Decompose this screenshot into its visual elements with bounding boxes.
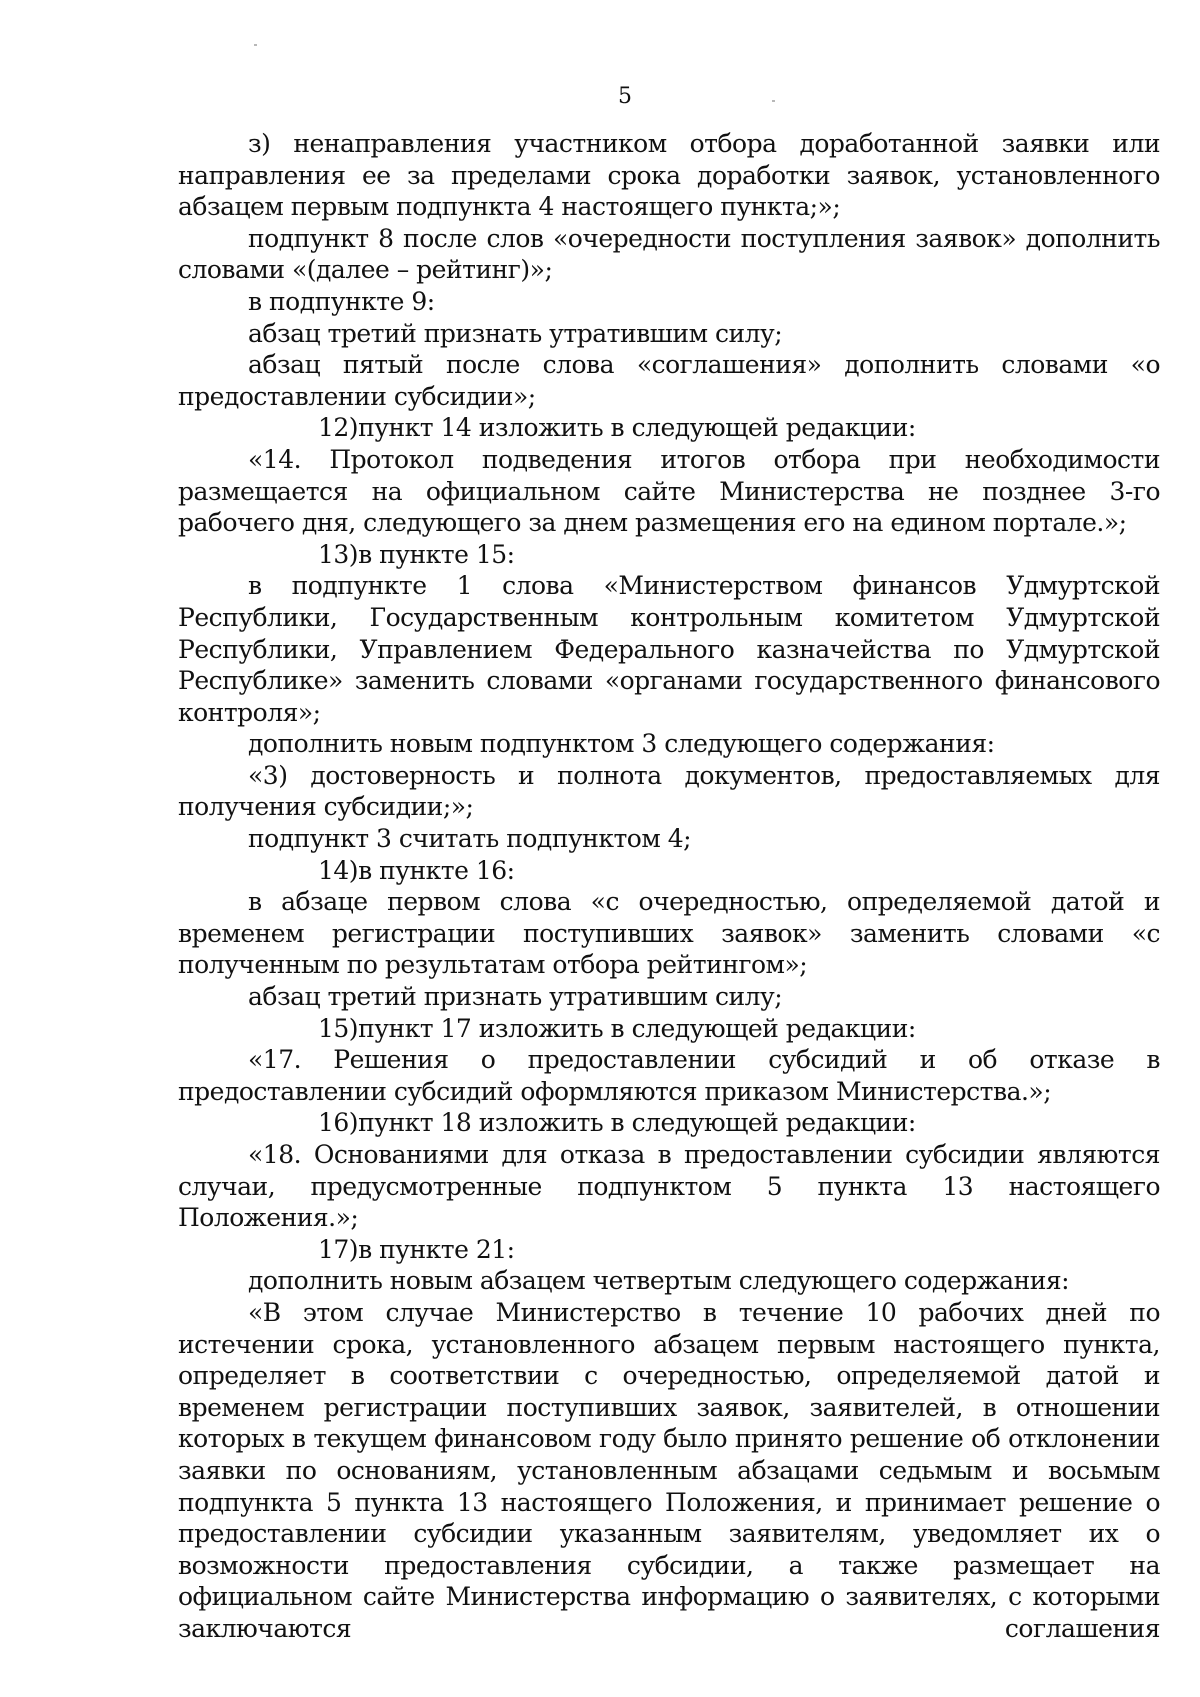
item-number: 12): [318, 413, 359, 443]
paragraph: дополнить новым подпунктом 3 следующего содержания:: [248, 729, 995, 759]
paragraph-text: пункт 14 изложить в следующей редакции:: [358, 413, 916, 443]
paragraph: абзац третий признать утратившим силу;: [248, 982, 783, 1012]
numbered-paragraph: [178, 1234, 1160, 1266]
paragraph-text: пункт 18 изложить в следующей редакции:: [358, 1108, 916, 1138]
paragraph: з) ненаправления участником отбора доработанной заявки или направления ее за пределами срока доработки заявок, установленного абзацем первым подпункта 4 настоящего пункта;»;: [178, 129, 1160, 222]
paragraph: в подпункте 9:: [248, 286, 435, 316]
paragraph-text: в пункте 15:: [358, 539, 515, 569]
paragraph-text: пункт 17 изложить в следующей редакции:: [358, 1013, 916, 1043]
numbered-paragraph: [178, 855, 1160, 887]
paragraph: «В этом случае Министерство в течение 10 рабочих дней по истечении срока, установленного абзацем первым настоящего пункта, определяет в соответствии с очередностью, определяемой датой и временем регистрации поступивших заявок, заявителей, в отношении которых в текущем финансовом году было принято решение об отклонении заявки по основаниям, установленным абзацами седьмым и восьмым подпункта 5 пункта 13 настоящего Положения, и принимает решение о предоставлении субсидии указанным заявителям, уведомляет их о возможности предоставления субсидии, а также размещает на официальном сайте Министерства информацию о заявителях, с которыми заключаются соглашения: [178, 1297, 1160, 1643]
paragraph: «18. Основаниями для отказа в предоставлении субсидии являются случаи, предусмотренные подпунктом 5 пункта 13 настоящего Положения.»;: [178, 1140, 1160, 1233]
document-body: [178, 128, 1160, 1645]
page-number: 5: [618, 84, 632, 109]
paragraph: в подпункте 1 слова «Министерством финансов Удмуртской Республики, Государственным контрольным комитетом Удмуртской Республики, Управлением Федерального казначейства по Удмуртской Республике» заменить словами «органами государственного финансового контроля»;: [178, 571, 1160, 727]
paragraph: в абзаце первом слова «с очередностью, определяемой датой и временем регистрации поступивших заявок» заменить словами «с полученным по результатам отбора рейтингом»;: [178, 887, 1160, 980]
numbered-paragraph: [178, 539, 1160, 571]
item-number: 13): [318, 539, 359, 569]
numbered-paragraph: [178, 1013, 1160, 1045]
numbered-paragraph: [178, 1107, 1160, 1139]
item-number: 15): [318, 1013, 359, 1043]
paragraph: «17. Решения о предоставлении субсидий и об отказе в предоставлении субсидий оформляются приказом Министерства.»;: [178, 1045, 1160, 1106]
paragraph-text: в пункте 16:: [358, 855, 515, 885]
scan-speck: [254, 44, 257, 46]
paragraph-text: в пункте 21:: [358, 1234, 515, 1264]
item-number: 17): [318, 1234, 359, 1264]
paragraph: подпункт 8 после слов «очередности поступления заявок» дополнить словами «(далее – рейтинг)»;: [178, 223, 1160, 285]
paragraph: подпункт 3 считать подпунктом 4;: [248, 824, 692, 854]
paragraph: абзац третий признать утратившим силу;: [248, 318, 783, 348]
paragraph: «14. Протокол подведения итогов отбора при необходимости размещается на официальном сайте Министерства не позднее 3-го рабочего дня, следующего за днем размещения его на едином портале.»;: [178, 444, 1160, 538]
numbered-paragraph: [178, 412, 1160, 444]
paragraph: абзац пятый после слова «соглашения» дополнить словами «о предоставлении субсидии»;: [178, 350, 1160, 411]
item-number: 14): [318, 855, 359, 885]
item-number: 16): [318, 1108, 359, 1138]
paragraph: дополнить новым абзацем четвертым следующего содержания:: [248, 1266, 1070, 1296]
paragraph: «3) достоверность и полнота документов, предоставляемых для получения субсидии;»;: [178, 760, 1160, 822]
